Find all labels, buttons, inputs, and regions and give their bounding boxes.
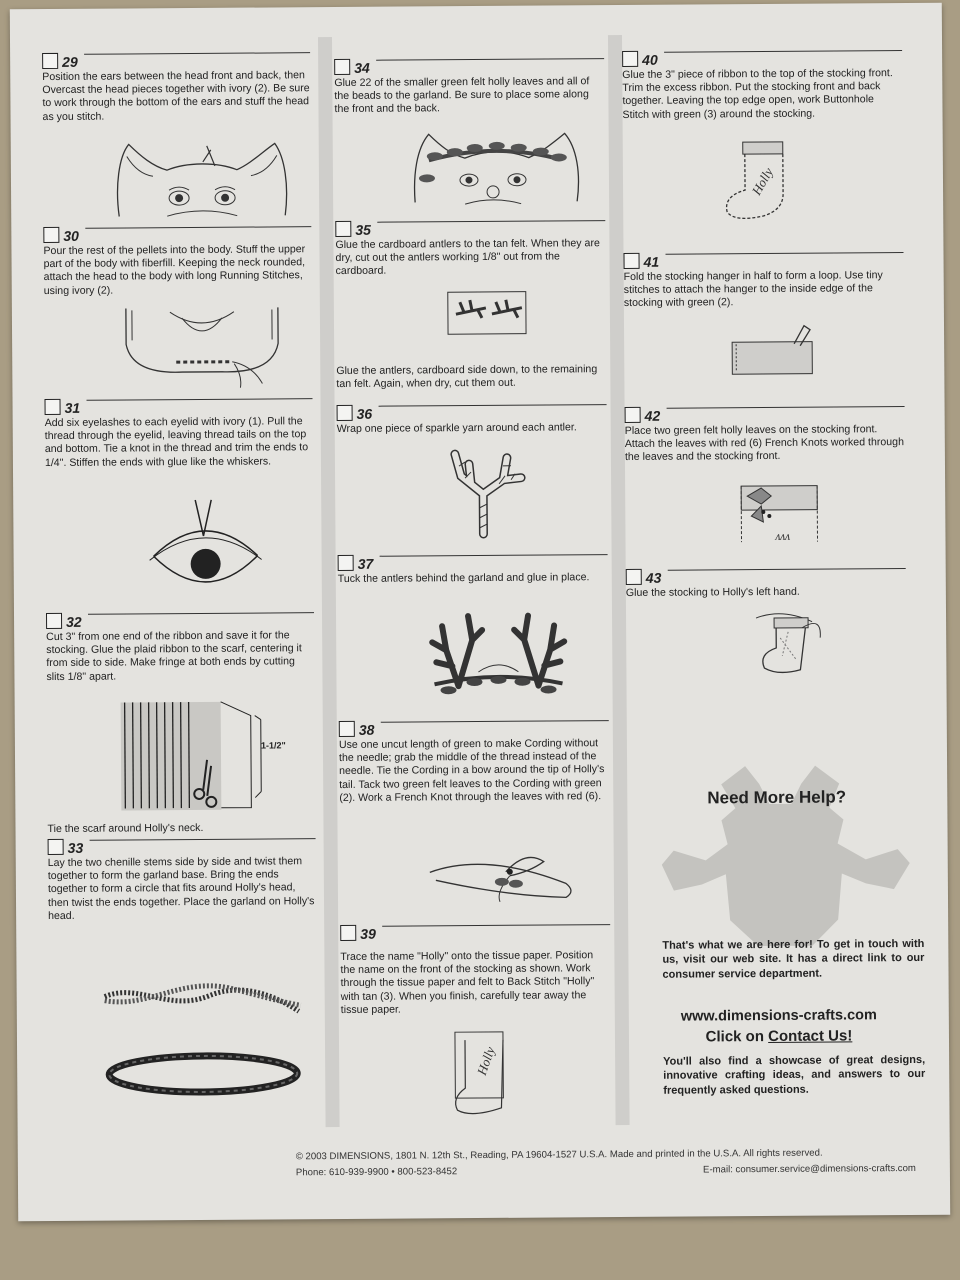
garland-head-illustration	[405, 127, 586, 206]
step-text: Fold the stocking hanger in half to form a loop. Use tiny stitches to attach the hanger to the inside edge of the stocking with green (2).	[623, 269, 883, 310]
help-url-link[interactable]: www.dimensions-crafts.com	[680, 1007, 877, 1025]
step-number: 38	[358, 721, 375, 738]
step-number: 30	[63, 227, 79, 244]
step-text: Position the ears between the head front and back, then Overcast the head pieces together with ivory (2). Be sure to work through the bottom of the ears and stuff the head as you stitch.	[42, 69, 310, 123]
chenille-stems-illustration	[99, 971, 310, 1104]
contact-us-link[interactable]: Contact Us!	[768, 1027, 853, 1045]
help-click-line	[629, 1027, 929, 1046]
step-number: 35	[355, 221, 371, 238]
step-checkbox[interactable]	[340, 925, 356, 941]
step-number: 42	[644, 407, 661, 424]
step-checkbox[interactable]	[337, 405, 353, 421]
step-checkbox[interactable]	[43, 227, 59, 243]
step-checkbox[interactable]	[338, 555, 354, 571]
stocking-illustration	[717, 138, 808, 225]
scarf-fringe-illustration	[111, 695, 302, 816]
help-body: That's what we are here for! To get in touch with us, visit our web site. It has a direct link to our consumer service department.	[662, 937, 925, 981]
hanger-loop-illustration	[728, 322, 818, 379]
step-checkbox[interactable]	[46, 613, 62, 629]
step-32-after: Tie the scarf around Holly's neck.	[47, 821, 204, 836]
footer-phone: Phone: 610-939-9900 • 800-523-8452	[295, 1166, 458, 1179]
step-checkbox[interactable]	[625, 407, 641, 423]
svg-text:ᴧᴧᴧ: ᴧᴧᴧ	[775, 528, 790, 543]
column-2	[334, 5, 605, 1077]
step-text: Cut 3" from one end of the ribbon and save it for the stocking. Glue the plaid ribbon to the scarf, centering it from side to side. Make fringe at both ends by cutting slits 1/8" apart.	[46, 629, 302, 683]
step-36	[337, 397, 607, 436]
antler-cardboard-illustration	[446, 288, 530, 339]
antlers-garland-illustration	[418, 605, 579, 706]
step-text: Glue 22 of the smaller green felt holly leaves and all of the beads to the garland. Be sure to place some along the front and the back.	[334, 75, 590, 116]
step-text: Place two green felt holly leaves on the stocking front. Attach the leaves with red (6) French Knots worked through the leaves and the stocking front.	[624, 423, 904, 464]
wrapped-antler-illustration	[441, 444, 542, 541]
column-1	[42, 7, 315, 922]
step-checkbox[interactable]	[339, 721, 355, 737]
step-32	[46, 605, 315, 684]
step-number: 31	[64, 399, 81, 416]
step-text: Glue the stocking to Holly's left hand.	[625, 585, 800, 599]
help-click-prefix: Click on	[705, 1027, 769, 1046]
step-checkbox[interactable]	[45, 399, 61, 415]
step-number: 32	[66, 613, 82, 630]
step-42	[625, 399, 905, 465]
footer	[296, 1145, 916, 1181]
stocking-hand-illustration	[752, 607, 842, 678]
step-40	[622, 43, 903, 122]
holly-leaves-stocking-illustration	[735, 482, 825, 547]
step-checkbox[interactable]	[334, 59, 350, 75]
help-title: Need More Help?	[707, 787, 847, 808]
step-33	[48, 831, 317, 923]
step-checkbox[interactable]	[48, 839, 64, 855]
tail-bow-illustration	[426, 831, 576, 904]
step-text: Add six eyelashes to each eyelid with ivory (1). Pull the thread through the eyelid, leaving thread tails on the top and bottom. Tie a knot in the thread and trim the ends to 1/4". Stiffen the ends with glue like the whiskers.	[44, 415, 309, 469]
step-number: 34	[354, 59, 370, 76]
step-checkbox[interactable]	[622, 51, 638, 67]
step-39	[340, 917, 611, 1017]
step-text: Pour the rest of the pellets into the body. Stuff the upper part of the body with fiberfill. Keeping the neck rounded, attach the head to the body with long Running Stitches, using ivory (2).	[43, 243, 306, 297]
column-3	[622, 3, 926, 1097]
step-43	[626, 561, 906, 600]
step-checkbox[interactable]	[626, 569, 642, 585]
holly-name-text: Holly	[748, 164, 776, 198]
body-attach-illustration	[112, 303, 293, 390]
step-text: Use one uncut length of green to make Cording without the needle; grab the middle of the thread instead of the needle. Tie the Cording in a bow around the tip of Holly's tail. Tack two green felt leaves to the Cording with green (2). Work a French Knot through the leaves with red (6).	[338, 737, 605, 804]
step-checkbox[interactable]	[42, 53, 58, 69]
step-checkbox[interactable]	[623, 253, 639, 269]
step-text: Glue the cardboard antlers to the tan felt. When they are dry, cut out the antlers working 1/8" out from the cardboard.	[335, 237, 600, 278]
step-text: Tuck the antlers behind the garland and glue in place.	[337, 571, 590, 585]
instruction-sheet	[10, 3, 950, 1221]
step-text: Lay the two chenille stems side by side and twist them together to form the garland base. Bring the ends together to form a circle that fits around Holly's head, then twist the ends together. Place the garland on Holly's head.	[47, 855, 315, 922]
step-29	[42, 45, 311, 124]
holly-name-text: Holly	[473, 1044, 498, 1077]
stocking-tissue-illustration	[441, 1028, 532, 1121]
cat-head-illustration	[107, 135, 298, 222]
step-number: 43	[645, 569, 662, 586]
step-number: 37	[357, 555, 374, 572]
measurement-label: 1-1/2"	[260, 740, 286, 751]
step-number: 41	[643, 253, 660, 270]
step-number: 33	[67, 839, 84, 856]
step-34	[334, 51, 604, 116]
step-30	[43, 219, 312, 298]
step-number: 39	[360, 925, 376, 942]
step-38	[339, 713, 610, 805]
step-text: Glue the 3" piece of ribbon to the top of the stocking front. Trim the excess ribbon. Put the stocking front and back together. Leaving the top edge open, work Buttonhole Stitch with green (3) around the stocking.	[622, 67, 893, 121]
step-number: 40	[642, 51, 658, 68]
step-35-after: Glue the antlers, cardboard side down, to the remaining tan felt. Again, when dry, cut them out.	[336, 363, 598, 391]
step-number: 29	[62, 53, 78, 70]
column-divider	[318, 37, 340, 1127]
footer-email: E-mail: consumer.service@dimensions-crafts.com	[702, 1162, 916, 1176]
step-31	[44, 391, 313, 470]
step-text: Trace the name "Holly" onto the tissue paper. Position the name on the front of the stocking as shown. Work through the tissue paper and felt to Back Stitch "Holly" with tan (3). When you finish, carefully tear away the tissue paper.	[340, 949, 595, 1016]
step-37	[338, 547, 608, 586]
eye-illustration	[145, 495, 266, 596]
step-checkbox[interactable]	[335, 221, 351, 237]
help-more: You'll also find a showcase of great designs, innovative crafting ideas, and answers to our frequently asked questions.	[663, 1053, 926, 1097]
step-35	[335, 213, 605, 278]
step-number: 36	[356, 405, 373, 422]
step-text: Wrap one piece of sparkle yarn around each antler.	[336, 421, 577, 435]
footer-copyright: © 2003 DIMENSIONS, 1801 N. 12th St., Reading, PA 19604-1527 U.S.A. Made and printed in the U.S.A. All rights reserved.	[295, 1147, 823, 1163]
step-41	[623, 245, 903, 311]
